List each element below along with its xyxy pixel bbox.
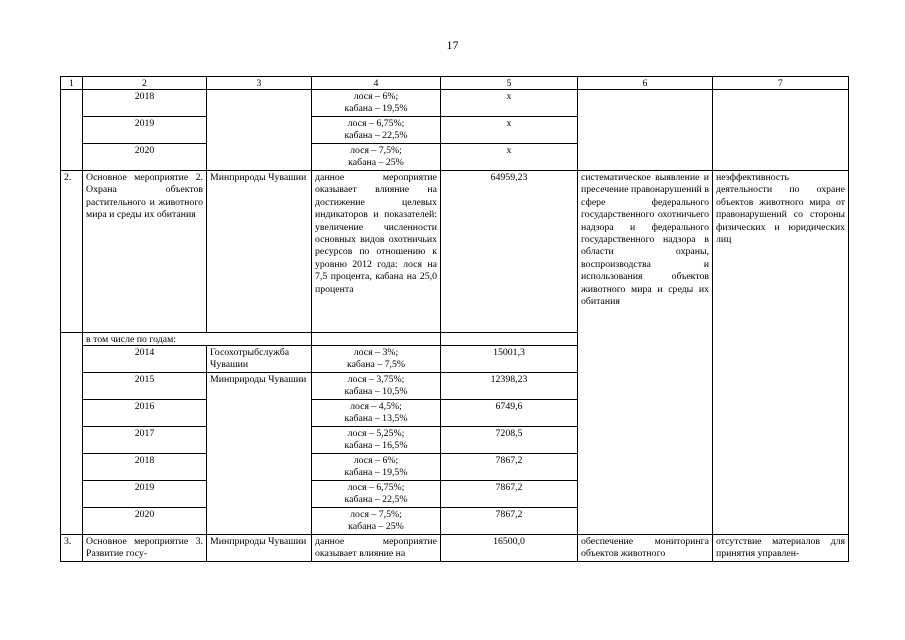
page-number: 17 [446, 38, 459, 52]
indicator-line: лося – 6,75%; [347, 118, 405, 129]
indicator-cell [312, 508, 441, 535]
year-cell: 2015 [83, 373, 207, 400]
table-row [61, 90, 849, 117]
indicator-line: кабана – 7,5% [346, 359, 406, 371]
indicator-cell [312, 373, 441, 400]
cell-empty [713, 90, 849, 171]
executor-cell: Минприроды Чувашии [207, 535, 312, 562]
indicator-line: лося – 5,25%; [347, 428, 405, 439]
column-number: 7 [713, 77, 849, 90]
year-cell: 2018 [83, 90, 207, 117]
indicator-cell [312, 400, 441, 427]
indicator-cell: данное мероприятие оказывает влияние на достижение целевых индикаторов и показателей: увеличение численности основных видов охотничьих ресурсов по отношению к уровню 2012 года: лося на 7,5 процента, кабана на 25,0 процента [312, 171, 441, 333]
year-cell: 2014 [83, 346, 207, 373]
year-cell: 2019 [83, 481, 207, 508]
indicator-cell [312, 117, 441, 144]
indicator-line: кабана – 16,5% [344, 440, 408, 452]
indicator-line: кабана – 13,5% [344, 413, 408, 425]
column-number: 5 [441, 77, 578, 90]
executor-cell: Госохотрыбслужба Чувашии [207, 346, 312, 373]
consequence-cell: отсутствие материалов для принятия управлен- [713, 535, 849, 562]
cell-empty [578, 90, 713, 171]
indicator-line: лося – 7,5%; [350, 509, 402, 520]
event-number: 3. [61, 535, 83, 562]
amount-cell: 6749,6 [441, 400, 578, 427]
amount-cell: 15001,3 [441, 346, 578, 373]
indicator-cell [312, 481, 441, 508]
amount-cell: 7867,2 [441, 454, 578, 481]
indicator-line: лося – 7,5%; [350, 145, 402, 156]
indicator-cell [312, 346, 441, 373]
indicator-line: лося – 6%; [353, 455, 399, 466]
consequence-cell: неэффективность деятельности по охране объектов животного мира от правонарушений со стороны физических и юридических лиц [713, 171, 849, 535]
event-name: Основное мероприятие 2. Охрана объектов растительного и животного мира и среды их обитания [83, 171, 207, 333]
indicator-line: лося – 6%; [353, 91, 399, 102]
indicator-line: кабана – 19,5% [344, 467, 408, 479]
program-table [60, 76, 849, 562]
event-number: 2. [61, 171, 83, 333]
amount-cell: 12398,23 [441, 373, 578, 400]
column-number: 4 [312, 77, 441, 90]
indicator-cell: данное мероприятие оказывает влияние на [312, 535, 441, 562]
cell-empty [61, 333, 83, 535]
column-number: 3 [207, 77, 312, 90]
indicator-line: кабана – 19,5% [344, 103, 408, 115]
column-number: 1 [61, 77, 83, 90]
indicator-line: лося – 3,75%; [347, 374, 405, 385]
indicator-cell [312, 90, 441, 117]
indicator-line: кабана – 25% [348, 521, 404, 533]
year-cell: 2020 [83, 144, 207, 171]
table-row [61, 171, 849, 333]
table-row [61, 535, 849, 562]
amount-cell: 64959,23 [441, 171, 578, 333]
result-cell: обеспечение мониторинга объектов животного [578, 535, 713, 562]
amount-cell: х [441, 117, 578, 144]
executor-cell: Минприроды Чувашии [207, 171, 312, 333]
column-number: 2 [83, 77, 207, 90]
amount-cell: 7867,2 [441, 481, 578, 508]
amount-cell: 7867,2 [441, 508, 578, 535]
amount-cell: х [441, 144, 578, 171]
result-cell: систематическое выявление и пресечение правонарушений в сфере федерального государственного охотничьего надзора и федерального государственного надзора в области охраны, воспроизводства и использования объектов животного мира и среды их обитания [578, 171, 713, 535]
year-cell: 2018 [83, 454, 207, 481]
event-name: Основное мероприятие 3. Развитие госу- [83, 535, 207, 562]
column-number: 6 [578, 77, 713, 90]
amount-cell: 16500,0 [441, 535, 578, 562]
year-cell: 2019 [83, 117, 207, 144]
cell-empty [61, 90, 83, 171]
indicator-line: лося – 4,5%; [350, 401, 402, 412]
amount-cell: х [441, 90, 578, 117]
table-header-row [61, 77, 849, 90]
cell-empty [207, 90, 312, 171]
executor-cell: Минприроды Чувашии [207, 373, 312, 535]
indicator-line: лося – 6,75%; [347, 482, 405, 493]
indicator-cell [312, 144, 441, 171]
year-cell: 2017 [83, 427, 207, 454]
amount-cell: 7208,5 [441, 427, 578, 454]
indicator-cell [312, 427, 441, 454]
cell-empty [441, 333, 578, 346]
indicator-line: кабана – 22,5% [344, 494, 408, 506]
indicator-cell [312, 454, 441, 481]
indicator-line: лося – 3%; [353, 347, 399, 358]
indicator-line: кабана – 10,5% [344, 386, 408, 398]
by-years-label: в том числе по годам: [83, 333, 312, 346]
indicator-line: кабана – 25% [348, 157, 404, 169]
year-cell: 2020 [83, 508, 207, 535]
year-cell: 2016 [83, 400, 207, 427]
cell-empty [312, 333, 441, 346]
indicator-line: кабана – 22,5% [344, 130, 408, 142]
